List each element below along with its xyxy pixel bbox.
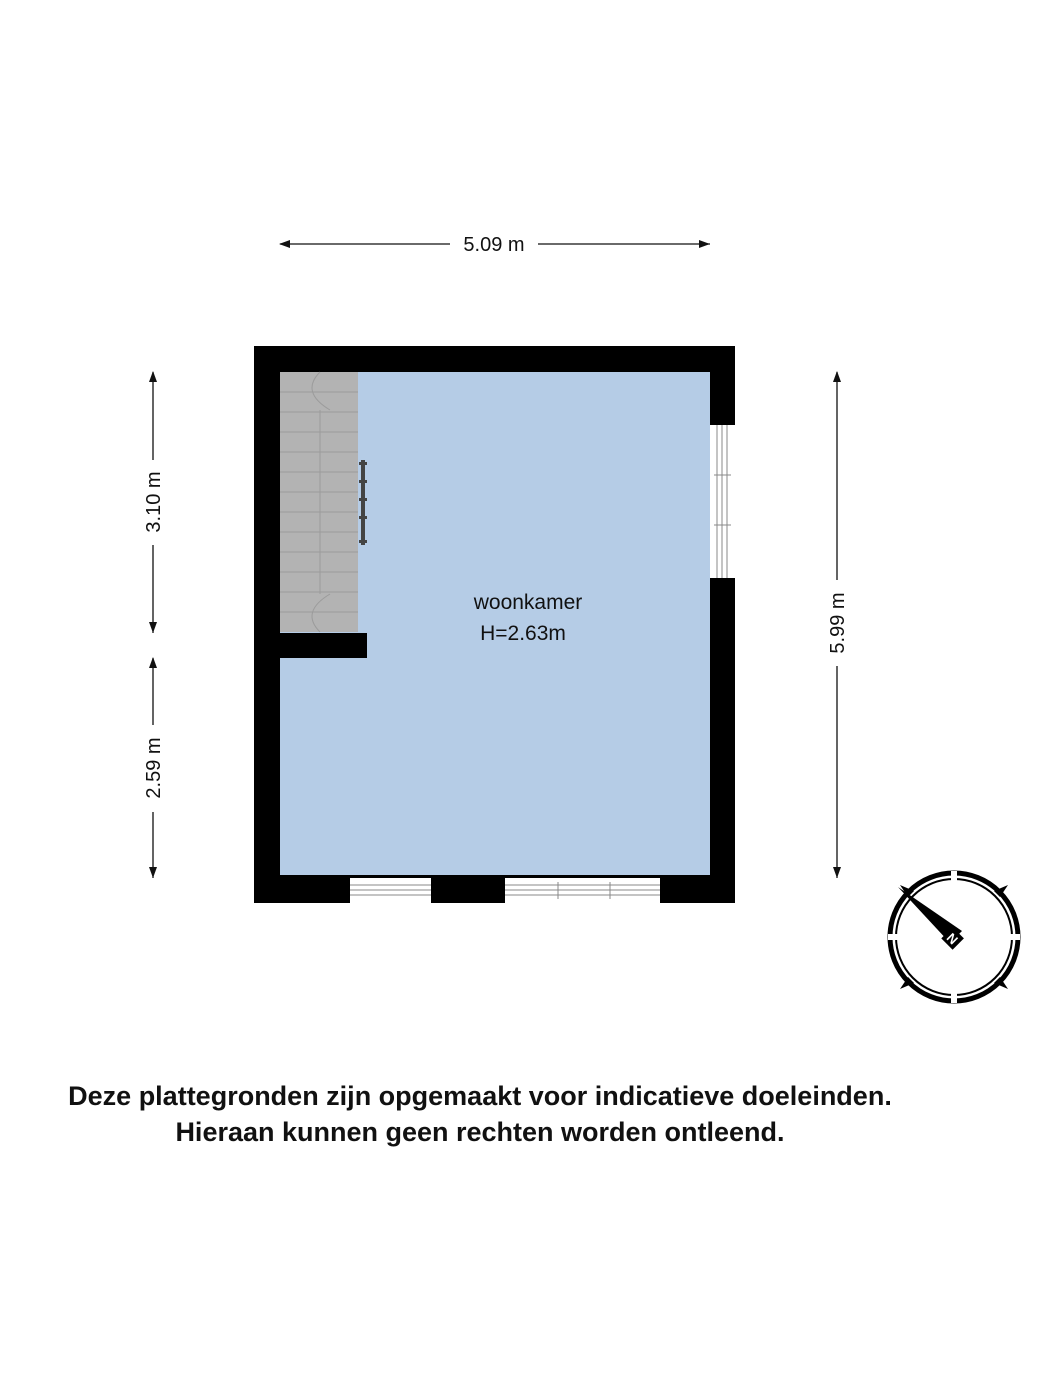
right-height-label: 5.99 m	[827, 592, 849, 654]
right-window	[710, 425, 735, 578]
disclaimer-line-1: Deze plattegronden zijn opgemaakt voor indicatieve doeleinden.	[68, 1081, 892, 1111]
left-upper-label: 3.10 m	[143, 471, 165, 533]
bottom-window-left	[350, 878, 431, 903]
compass-icon	[888, 871, 1020, 1003]
disclaimer-line-2: Hieraan kunnen geen rechten worden ontleend.	[175, 1117, 785, 1147]
room-name: woonkamer	[473, 591, 583, 614]
left-lower-label: 2.59 m	[143, 737, 165, 799]
bottom-window-right	[505, 878, 660, 903]
left-upper-dimension	[143, 372, 165, 633]
staircase	[280, 372, 367, 632]
top-width-dimension	[280, 234, 710, 256]
disclaimer	[0, 1078, 960, 1150]
left-lower-dimension	[143, 658, 165, 878]
interior-wall	[280, 633, 367, 658]
compass-letter: N	[943, 930, 961, 948]
room-height: H=2.63m	[480, 622, 566, 645]
top-width-label: 5.09 m	[463, 234, 525, 256]
right-height-dimension	[827, 372, 849, 878]
